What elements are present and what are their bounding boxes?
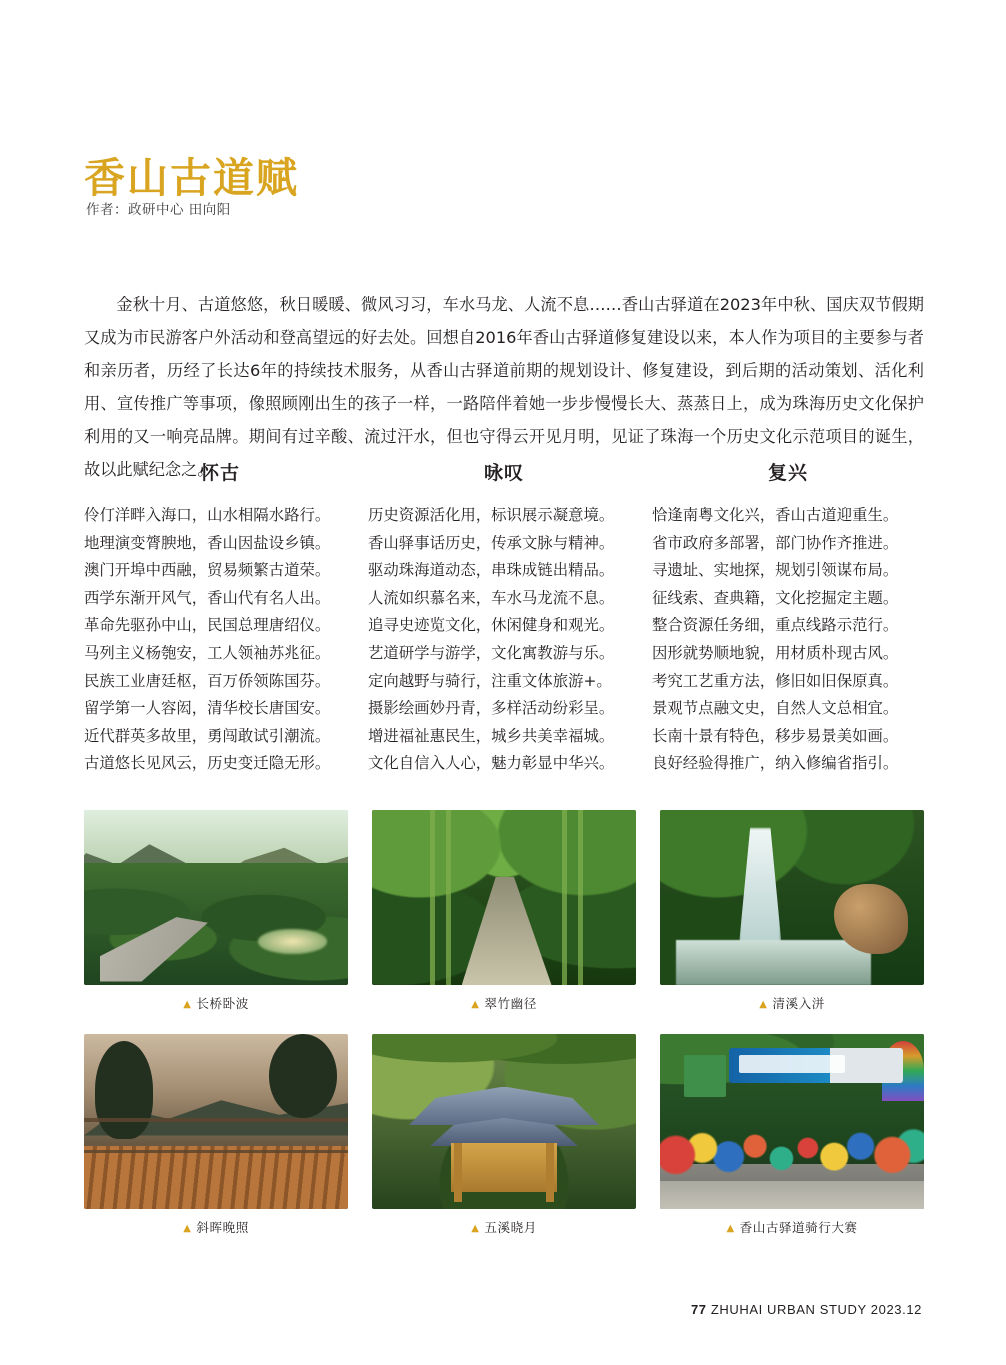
author-line: 作者：政研中心 田向阳 (86, 202, 231, 218)
photo-caption-text: 清溪入洴 (772, 996, 825, 1011)
poem-columns (84, 458, 924, 778)
poem-line: 驱动珠海道动态，串珠成链出精品。 (368, 561, 615, 580)
poem-heading: 复兴 (767, 462, 808, 484)
poem-line: 留学第一人容闳，清华校长唐国安。 (84, 699, 331, 718)
poem-column-3 (652, 458, 924, 778)
gallery-item (660, 810, 924, 1012)
gallery-item (372, 810, 636, 1012)
poem-line: 澳门开埠中西融，贸易频繁古道荣。 (84, 561, 331, 580)
poem-line: 良好经验得推广，纳入修编省指引。 (652, 754, 899, 773)
gallery-item (84, 1034, 348, 1236)
photo-caption-text: 翠竹幽径 (484, 996, 537, 1011)
photo-sunset-boardwalk (84, 1034, 348, 1209)
poem-column-1 (84, 458, 356, 778)
poem-line: 景观节点融文史，自然人文总相宜。 (652, 699, 899, 718)
poem-line: 征线索、查典籍，文化挖掘定主题。 (652, 588, 899, 607)
page-title: 香山古道赋 (84, 154, 299, 203)
poem-line: 恰逢南粤文化兴，香山古道迎重生。 (652, 506, 899, 524)
poem-line: 增进福祉惠民生，城乡共美幸福城。 (368, 726, 615, 745)
publication-name: ZHUHAI URBAN STUDY (710, 1302, 867, 1317)
intro-paragraph: 金秋十月、古道悠悠，秋日暖暖、微风习习，车水马龙、人流不息……香山古驿道在2023年中秋、国庆双节假期又成为市民游客户外活动和登高望远的好去处。回想自2016年香山古驿道修复建设以来，本人作为项目的主要参与者和亲历者，历经了长达6年的持续技术服务，从香山古驿道前期的规划设计、修复建设，到后期的活动策划、活化利用、宣传推广等事项，像照顾刚出生的孩子一样，一路陪伴着她一步步慢慢长大、蒸蒸日上，成为珠海历史文化保护利用的又一响亮品牌。期间有过辛酸、流过汗水，但也守得云开见月明，见证了珠海一个历史文化示范项目的诞生，故以此赋纪念之。 (84, 295, 924, 480)
poem-line: 整合资源任务细，重点线路示范行。 (652, 616, 899, 635)
poem-line: 追寻史迹览文化，休闲健身和观光。 (368, 616, 615, 635)
poem-line: 寻遗址、实地探，规划引领谋布局。 (652, 561, 899, 580)
poem-line: 长南十景有特色，移步易景美如画。 (652, 726, 899, 745)
poem-column-2 (368, 458, 640, 778)
triangle-marker: ▲ (759, 999, 768, 1010)
page-number: 77 (690, 1302, 707, 1317)
poem-line: 定向越野与骑行，注重文体旅游+。 (368, 671, 612, 690)
photo-caption-text: 五溪晓月 (484, 1220, 537, 1235)
triangle-marker: ▲ (726, 1223, 735, 1234)
poem-heading: 咏叹 (483, 462, 524, 484)
poem-line: 革命先驱孙中山，民国总理唐绍仪。 (84, 616, 331, 635)
poem-line: 考究工艺重方法，修旧如旧保原真。 (652, 671, 899, 690)
photo-bamboo-path (372, 810, 636, 985)
poem-line: 历史资源活化用，标识展示凝意境。 (368, 506, 615, 524)
photo-caption-text: 长桥卧波 (196, 996, 249, 1011)
gallery-row-2 (84, 1034, 924, 1236)
photo-caption-text: 斜晖晚照 (196, 1220, 249, 1235)
poem-line: 香山驿事话历史，传承文脉与精神。 (368, 533, 615, 552)
photo-caption (372, 1217, 636, 1236)
poem-line: 因形就势顺地貌，用材质朴现古风。 (652, 643, 899, 662)
photo-caption (660, 993, 924, 1012)
photo-caption (660, 1217, 924, 1236)
triangle-marker: ▲ (183, 1223, 192, 1234)
photo-caption-text: 香山古驿道骑行大赛 (739, 1220, 858, 1235)
poem-heading: 怀古 (199, 462, 240, 484)
poem-line: 伶仃洋畔入海口，山水相隔水路行。 (84, 506, 331, 524)
photo-caption (372, 993, 636, 1012)
photo-long-bridge (84, 810, 348, 985)
poem-line: 古道悠长见风云，历史变迁隐无形。 (84, 754, 331, 773)
gallery-item (660, 1034, 924, 1236)
poem-line: 艺道研学与游学，文化寓教游与乐。 (368, 643, 615, 662)
photo-pavilion (372, 1034, 636, 1209)
gallery-item (84, 810, 348, 1012)
issue-date: 2023.12 (870, 1302, 922, 1317)
triangle-marker: ▲ (183, 999, 192, 1010)
poem-line: 摄影绘画妙丹青，多样活动纷彩呈。 (368, 699, 615, 718)
poem-line: 西学东渐开风气，香山代有名人出。 (84, 588, 331, 607)
poem-line: 近代群英多故里，勇闯敢试引潮流。 (84, 726, 331, 745)
triangle-marker: ▲ (471, 1223, 480, 1234)
poem-line: 马列主义杨匏安，工人领袖苏兆征。 (84, 643, 331, 662)
poem-line: 地理演变膂腴地，香山因盐设乡镇。 (84, 533, 331, 552)
triangle-marker: ▲ (471, 999, 480, 1010)
photo-caption (84, 1217, 348, 1236)
page-footer (691, 1302, 922, 1317)
poem-line: 文化自信入人心，魅力彰显中华兴。 (368, 754, 615, 773)
photo-clear-stream (660, 810, 924, 985)
gallery-item (372, 1034, 636, 1236)
photo-cycling-race (660, 1034, 924, 1209)
poem-line: 省市政府多部署，部门协作齐推进。 (652, 533, 899, 552)
photo-gallery (84, 810, 924, 1236)
poem-line: 人流如织慕名来，车水马龙流不息。 (368, 588, 615, 607)
photo-caption (84, 993, 348, 1012)
poem-line: 民族工业唐廷枢，百万侨领陈国芬。 (84, 671, 331, 690)
gallery-row-1 (84, 810, 924, 1012)
